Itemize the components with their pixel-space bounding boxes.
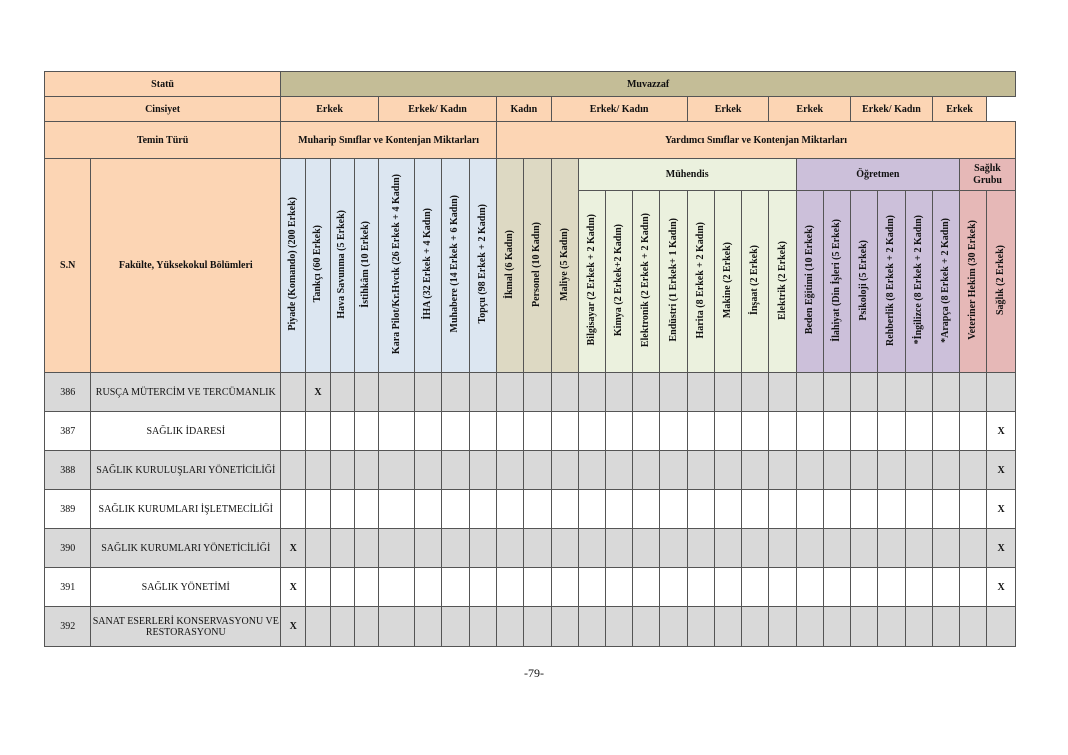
- row-sn: 390: [45, 529, 91, 568]
- column-header-label: Piyade (Komando) (200 Erkek): [287, 197, 299, 331]
- row-cell: [330, 451, 354, 490]
- column-header-label: Muhabere (14 Erkek + 6 Kadın): [449, 195, 461, 333]
- row-cell: [306, 412, 330, 451]
- row-cell: [379, 607, 415, 647]
- column-header-label: Hava Savunma (5 Erkek): [336, 209, 348, 319]
- row-cell: [851, 607, 878, 647]
- column-header: [551, 159, 578, 373]
- column-header-label: Bilgisayar (2 Erkek + 2 Kadın): [585, 214, 597, 346]
- row-cell: [687, 412, 714, 451]
- column-header: [330, 159, 354, 373]
- row-cell: [441, 568, 469, 607]
- row-sn: 386: [45, 373, 91, 412]
- row-cell: [796, 529, 823, 568]
- column-header-label: İstihkâm (10 Erkek): [360, 220, 372, 308]
- row-cell: [379, 490, 415, 529]
- row-cell: [796, 373, 823, 412]
- column-header-label: Tankçı (60 Erkek): [311, 225, 323, 303]
- column-header-label: *Arapça (8 Erkek + 2 Kadın): [939, 217, 951, 343]
- row-cell: [306, 529, 330, 568]
- column-header-label: Sağlık (2 Erkek): [995, 244, 1007, 315]
- row-cell: [823, 373, 850, 412]
- row-cell: [851, 451, 878, 490]
- row-sn: 392: [45, 607, 91, 647]
- row-cell: [660, 490, 687, 529]
- row-cell: [823, 412, 850, 451]
- row-cell: [660, 451, 687, 490]
- row-cell: [578, 451, 605, 490]
- column-header-label: Endüstri (1 Erkek+ 1 Kadın): [667, 218, 679, 342]
- row-sn: 391: [45, 568, 91, 607]
- row-cell: [606, 529, 633, 568]
- column-header-label: İnşaat (2 Erkek): [749, 244, 761, 315]
- row-cell: [441, 451, 469, 490]
- row-cell: [905, 373, 932, 412]
- row-cell: [551, 490, 578, 529]
- row-cell: [281, 490, 306, 529]
- row-cell: [742, 373, 769, 412]
- row-department: SAĞLIK KURULUŞLARI YÖNETİCİLİĞİ: [91, 451, 281, 490]
- row-cell: [796, 607, 823, 647]
- row-cell: [851, 568, 878, 607]
- row-cell: [851, 490, 878, 529]
- row-cell: [306, 451, 330, 490]
- row-cell: [415, 490, 441, 529]
- row-cell: [742, 607, 769, 647]
- row-cell: [742, 490, 769, 529]
- row-cell: [306, 607, 330, 647]
- row-cell: [524, 568, 551, 607]
- row-cell: [687, 373, 714, 412]
- cinsiyet-group: Erkek: [281, 97, 379, 122]
- row-cell: [281, 412, 306, 451]
- row-cell: [415, 607, 441, 647]
- row-cell: [633, 568, 660, 607]
- row-cell: [851, 412, 878, 451]
- column-header-label: Makine (2 Erkek): [722, 241, 734, 319]
- group-muhendis: Mühendis: [578, 159, 796, 191]
- row-cell: [932, 373, 959, 412]
- row-cell: [524, 451, 551, 490]
- header-row-cinsiyet: [45, 97, 1016, 122]
- column-header-label: Topçu (98 Erkek + 2 Kadın): [476, 204, 488, 324]
- row-cell: [606, 568, 633, 607]
- row-cell: [823, 529, 850, 568]
- row-cell: [687, 490, 714, 529]
- column-header-label: Personel (10 Kadın): [531, 221, 543, 307]
- row-cell: [878, 568, 905, 607]
- column-header: [633, 191, 660, 373]
- row-cell: [714, 373, 741, 412]
- row-cell: [823, 607, 850, 647]
- column-header: [987, 191, 1016, 373]
- row-cell: [551, 412, 578, 451]
- cinsiyet-label: Cinsiyet: [45, 97, 281, 122]
- column-header: [306, 159, 330, 373]
- row-cell: [714, 529, 741, 568]
- row-cell: [796, 568, 823, 607]
- column-header: [281, 159, 306, 373]
- column-header: [606, 191, 633, 373]
- row-cell: [497, 373, 524, 412]
- row-department: SAĞLIK YÖNETİMİ: [91, 568, 281, 607]
- column-header: [905, 191, 932, 373]
- row-cell: [281, 373, 306, 412]
- column-header: [415, 159, 441, 373]
- row-cell: X: [281, 607, 306, 647]
- column-header: [354, 159, 378, 373]
- row-sn: 387: [45, 412, 91, 451]
- row-sn: 388: [45, 451, 91, 490]
- row-cell: X: [281, 529, 306, 568]
- column-header: [469, 159, 496, 373]
- row-cell: [441, 373, 469, 412]
- row-cell: [878, 529, 905, 568]
- row-cell: [905, 490, 932, 529]
- row-cell: [714, 451, 741, 490]
- column-header: [441, 159, 469, 373]
- column-header-label: Kara Pilot/Kr.Hvcık (26 Erkek + 4 Kadın): [390, 173, 402, 355]
- row-cell: [354, 451, 378, 490]
- row-cell: X: [987, 490, 1016, 529]
- temin-muharip: Muharip Sınıflar ve Kontenjan Miktarları: [281, 122, 497, 159]
- row-cell: [524, 412, 551, 451]
- row-cell: X: [987, 451, 1016, 490]
- row-cell: [330, 568, 354, 607]
- row-cell: [660, 607, 687, 647]
- row-cell: [769, 451, 796, 490]
- row-cell: [905, 451, 932, 490]
- row-cell: [415, 373, 441, 412]
- column-header: [823, 191, 850, 373]
- row-cell: [524, 607, 551, 647]
- row-cell: [769, 529, 796, 568]
- row-cell: [469, 412, 496, 451]
- cinsiyet-group: Erkek: [932, 97, 986, 122]
- column-header-label: İkmal (6 Kadın): [504, 229, 516, 299]
- row-cell: [714, 568, 741, 607]
- row-cell: [441, 607, 469, 647]
- row-cell: [578, 568, 605, 607]
- table-row: [45, 568, 1016, 607]
- row-cell: [415, 529, 441, 568]
- column-header-label: *İngilizce (8 Erkek + 2 Kadın): [912, 215, 924, 345]
- row-department: RUSÇA MÜTERCİM VE TERCÜMANLIK: [91, 373, 281, 412]
- header-row-statu: [45, 72, 1016, 97]
- kontenjan-table: [44, 71, 1016, 647]
- column-header-label: İHA (32 Erkek + 4 Kadın): [421, 208, 433, 320]
- column-header: [960, 191, 987, 373]
- column-header-label: Veteriner Hekim (30 Erkek): [967, 220, 979, 340]
- row-cell: [354, 568, 378, 607]
- row-cell: [769, 412, 796, 451]
- row-cell: [960, 412, 987, 451]
- header-row-temin: [45, 122, 1016, 159]
- column-header: [851, 191, 878, 373]
- table-row: [45, 412, 1016, 451]
- row-cell: [769, 607, 796, 647]
- sn-header: S.N: [45, 159, 91, 373]
- row-cell: [606, 490, 633, 529]
- column-header-label: Elektrik (2 Erkek): [776, 240, 788, 320]
- row-cell: [660, 529, 687, 568]
- row-department: SAĞLIK KURUMLARI YÖNETİCİLİĞİ: [91, 529, 281, 568]
- cinsiyet-group: Erkek/ Kadın: [379, 97, 497, 122]
- row-cell: [441, 412, 469, 451]
- row-cell: [578, 607, 605, 647]
- statu-value: Muvazzaf: [281, 72, 1016, 97]
- row-cell: [441, 529, 469, 568]
- row-cell: [441, 490, 469, 529]
- row-cell: [281, 451, 306, 490]
- cinsiyet-group: Kadın: [497, 97, 551, 122]
- row-cell: [932, 412, 959, 451]
- row-cell: [714, 490, 741, 529]
- row-cell: [823, 490, 850, 529]
- column-header: [796, 191, 823, 373]
- row-cell: [497, 568, 524, 607]
- row-cell: [851, 373, 878, 412]
- row-cell: [851, 529, 878, 568]
- row-cell: [878, 373, 905, 412]
- row-cell: [687, 607, 714, 647]
- row-cell: [905, 529, 932, 568]
- row-cell: [578, 490, 605, 529]
- row-cell: X: [281, 568, 306, 607]
- row-cell: [796, 412, 823, 451]
- row-cell: [769, 373, 796, 412]
- column-header-label: Psikoloji (5 Erkek): [858, 239, 870, 321]
- row-cell: [354, 490, 378, 529]
- row-cell: [714, 607, 741, 647]
- row-cell: [823, 568, 850, 607]
- row-cell: [742, 529, 769, 568]
- cinsiyet-group: Erkek: [769, 97, 851, 122]
- table-row: [45, 529, 1016, 568]
- row-cell: [878, 607, 905, 647]
- row-cell: [469, 529, 496, 568]
- row-cell: [379, 451, 415, 490]
- row-cell: [633, 529, 660, 568]
- row-cell: [606, 412, 633, 451]
- row-cell: [354, 412, 378, 451]
- row-cell: [960, 451, 987, 490]
- row-cell: [742, 412, 769, 451]
- column-header: [769, 191, 796, 373]
- column-header-label: Elektronik (2 Erkek + 2 Kadın): [640, 212, 652, 348]
- row-cell: [379, 529, 415, 568]
- column-header-label: Rehberlik (8 Erkek + 2 Kadın): [885, 214, 897, 346]
- statu-label: Statü: [45, 72, 281, 97]
- row-cell: [878, 412, 905, 451]
- row-cell: [687, 529, 714, 568]
- row-cell: [660, 373, 687, 412]
- row-cell: [905, 568, 932, 607]
- row-cell: [330, 607, 354, 647]
- row-cell: [606, 451, 633, 490]
- row-cell: [497, 451, 524, 490]
- row-cell: [551, 373, 578, 412]
- row-department: SAĞLIK İDARESİ: [91, 412, 281, 451]
- row-cell: X: [987, 529, 1016, 568]
- column-header-label: Beden Eğitimi (10 Erkek): [803, 225, 815, 335]
- row-cell: [497, 412, 524, 451]
- cinsiyet-group: Erkek: [687, 97, 769, 122]
- column-header: [932, 191, 959, 373]
- row-cell: [469, 490, 496, 529]
- row-cell: [379, 412, 415, 451]
- row-cell: [551, 451, 578, 490]
- temin-label: Temin Türü: [45, 122, 281, 159]
- row-cell: [796, 490, 823, 529]
- row-cell: [578, 412, 605, 451]
- row-cell: [306, 490, 330, 529]
- row-department: SAĞLIK KURUMLARI İŞLETMECİLİĞİ: [91, 490, 281, 529]
- column-header: [878, 191, 905, 373]
- column-header: [714, 191, 741, 373]
- header-row-groups: [45, 159, 1016, 191]
- row-cell: [932, 490, 959, 529]
- column-header-label: Kimya (2 Erkek+2 Kadın): [613, 223, 625, 337]
- row-cell: [415, 412, 441, 451]
- row-cell: [633, 451, 660, 490]
- row-cell: [551, 607, 578, 647]
- row-cell: [960, 490, 987, 529]
- row-cell: [960, 529, 987, 568]
- row-cell: [330, 529, 354, 568]
- row-cell: [987, 373, 1016, 412]
- row-cell: [469, 451, 496, 490]
- row-cell: [932, 607, 959, 647]
- row-cell: [742, 568, 769, 607]
- row-cell: [354, 373, 378, 412]
- row-cell: [905, 412, 932, 451]
- table-row: [45, 490, 1016, 529]
- row-cell: [960, 373, 987, 412]
- row-cell: [354, 607, 378, 647]
- row-cell: [379, 568, 415, 607]
- row-cell: [306, 568, 330, 607]
- row-cell: [551, 529, 578, 568]
- row-cell: [823, 451, 850, 490]
- row-cell: [379, 373, 415, 412]
- row-cell: [932, 568, 959, 607]
- row-cell: [742, 451, 769, 490]
- row-cell: [633, 490, 660, 529]
- row-cell: [469, 568, 496, 607]
- row-sn: 389: [45, 490, 91, 529]
- row-cell: X: [306, 373, 330, 412]
- row-department: SANAT ESERLERİ KONSERVASYONU VE RESTORASYONU: [91, 607, 281, 647]
- page-number: -79-: [524, 666, 544, 680]
- column-header: [742, 191, 769, 373]
- row-cell: [932, 529, 959, 568]
- fakulte-header: Fakülte, Yüksekokul Bölümleri: [91, 159, 281, 373]
- row-cell: [330, 373, 354, 412]
- row-cell: [633, 412, 660, 451]
- row-cell: [330, 490, 354, 529]
- row-cell: [769, 490, 796, 529]
- row-cell: [932, 451, 959, 490]
- column-header-label: İlahiyat (Din İşleri (5 Erkek): [830, 218, 842, 342]
- row-cell: [769, 568, 796, 607]
- row-cell: [687, 568, 714, 607]
- row-cell: [606, 607, 633, 647]
- row-cell: [524, 373, 551, 412]
- row-cell: [633, 607, 660, 647]
- column-header: [497, 159, 524, 373]
- column-header: [687, 191, 714, 373]
- column-header: [379, 159, 415, 373]
- row-cell: [796, 451, 823, 490]
- row-cell: [497, 490, 524, 529]
- column-header: [578, 191, 605, 373]
- cinsiyet-group: Erkek/ Kadın: [551, 97, 687, 122]
- group-ogretmen: Öğretmen: [796, 159, 959, 191]
- row-cell: [660, 412, 687, 451]
- column-header: [660, 191, 687, 373]
- row-cell: [497, 529, 524, 568]
- column-header-label: Maliye (5 Kadın): [558, 227, 570, 301]
- cinsiyet-group: Erkek/ Kadın: [851, 97, 933, 122]
- row-cell: X: [987, 412, 1016, 451]
- row-cell: [415, 451, 441, 490]
- row-cell: [878, 451, 905, 490]
- column-header-label: Harita (8 Erkek + 2 Kadın): [694, 221, 706, 339]
- row-cell: [987, 607, 1016, 647]
- row-cell: [524, 529, 551, 568]
- row-cell: [578, 373, 605, 412]
- row-cell: [354, 529, 378, 568]
- row-cell: [551, 568, 578, 607]
- row-cell: [415, 568, 441, 607]
- row-cell: [878, 490, 905, 529]
- row-cell: [524, 490, 551, 529]
- row-cell: [960, 568, 987, 607]
- row-cell: [469, 607, 496, 647]
- row-cell: [330, 412, 354, 451]
- row-cell: [606, 373, 633, 412]
- table-row: [45, 451, 1016, 490]
- row-cell: [633, 373, 660, 412]
- row-cell: X: [987, 568, 1016, 607]
- temin-yardimci: Yardımcı Sınıflar ve Kontenjan Miktarları: [497, 122, 1016, 159]
- row-cell: [578, 529, 605, 568]
- table-row: [45, 373, 1016, 412]
- row-cell: [960, 607, 987, 647]
- column-header: [524, 159, 551, 373]
- table-row: [45, 607, 1016, 647]
- row-cell: [714, 412, 741, 451]
- row-cell: [469, 373, 496, 412]
- group-saglik: Sağlık Grubu: [960, 159, 1016, 191]
- row-cell: [905, 607, 932, 647]
- row-cell: [660, 568, 687, 607]
- row-cell: [497, 607, 524, 647]
- row-cell: [687, 451, 714, 490]
